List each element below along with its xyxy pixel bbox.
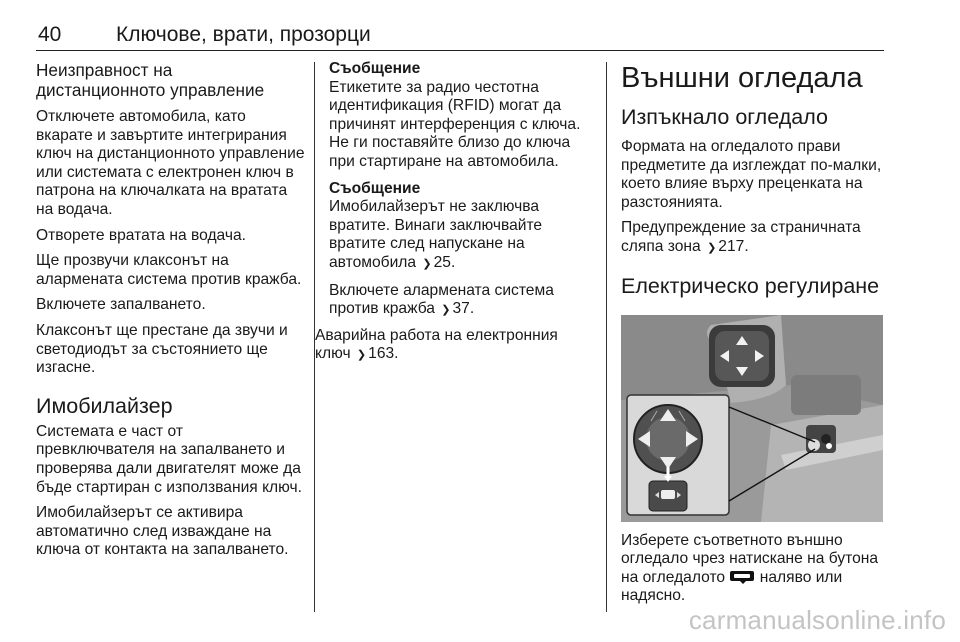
paragraph: Включете запалването.	[36, 296, 206, 314]
mirror-control-illustration	[621, 315, 883, 522]
section-heading: Изпъкнало огледало	[621, 105, 828, 129]
notice-text: Етикетите за радио честотна идентификация (RFID) могат да причинят интерференция с ключа. Не ги поставяйте близо до ключа при стартиране на автомобила.	[329, 78, 581, 170]
column-left	[36, 60, 306, 567]
paragraph: Имобилайзерът се активира автоматично след изваждане на ключа от контакта на запалването.	[36, 504, 289, 559]
notice-text: Имобилайзерът не заключва вратите. Винаги заключвайте вратите след напускане на автомобила ❯ 25.	[329, 198, 593, 273]
paragraph: Клаксонът ще престане да звучи и светодиодът за състоянието ще изгасне.	[36, 321, 288, 377]
column-divider	[606, 62, 607, 612]
mirror-button-icon	[729, 570, 755, 584]
page-reference-link[interactable]: ❯ 217.	[705, 238, 749, 255]
paragraph: Системата е част от превключвателя на запалването и проверява дали двигателят може да бъде стартиран с използвания ключ.	[36, 422, 302, 496]
page-reference-link[interactable]: ❯ 163.	[355, 345, 399, 362]
notice-title: Съобщение	[329, 179, 421, 197]
section-heading: Неизправност на дистанционното управление	[36, 60, 265, 100]
notice-box	[329, 60, 593, 172]
section-heading: Електрическо регулиране	[621, 273, 880, 298]
notice-box	[329, 180, 593, 274]
column-right	[621, 60, 889, 613]
paragraph: Отключете автомобила, като вкарате и завъртите интегрирания ключ на дистанционното управление или системата с електронен ключ в патрона на ключалката на вратата на водача.	[36, 108, 305, 218]
paragraph: Формата на огледалото прави предметите да изглеждат по-малки, което влияе върху преценката на разстоянията.	[621, 138, 882, 211]
notice-title: Съобщение	[329, 60, 421, 77]
page-reference-link[interactable]: ❯ 25.	[420, 254, 455, 271]
paragraph: Включете алармената система против кражба ❯ 37.	[329, 282, 593, 320]
paragraph: Изберете съответното външно огледало чрез натискане на бутона на огледалото наляво или надясно.	[621, 531, 879, 605]
watermark: carmanualsonline.info	[688, 605, 946, 635]
page-reference-link[interactable]: ❯ 37.	[439, 300, 474, 317]
page-header	[36, 20, 884, 51]
paragraph: Аварийна работа на електронния ключ ❯ 163.	[315, 327, 593, 365]
section-heading: Имобилайзер	[36, 393, 173, 418]
column-middle	[315, 60, 593, 372]
page-number: 40	[38, 23, 62, 46]
paragraph: Ще прозвучи клаксонът на алармената система против кражба.	[36, 252, 302, 288]
paragraph: Предупреждение за страничната сляпа зона ❯ 217.	[621, 219, 889, 257]
main-heading: Външни огледала	[621, 62, 863, 94]
chapter-title: Ключове, врати, прозорци	[116, 23, 371, 46]
paragraph: Отворете вратата на водача.	[36, 226, 247, 244]
